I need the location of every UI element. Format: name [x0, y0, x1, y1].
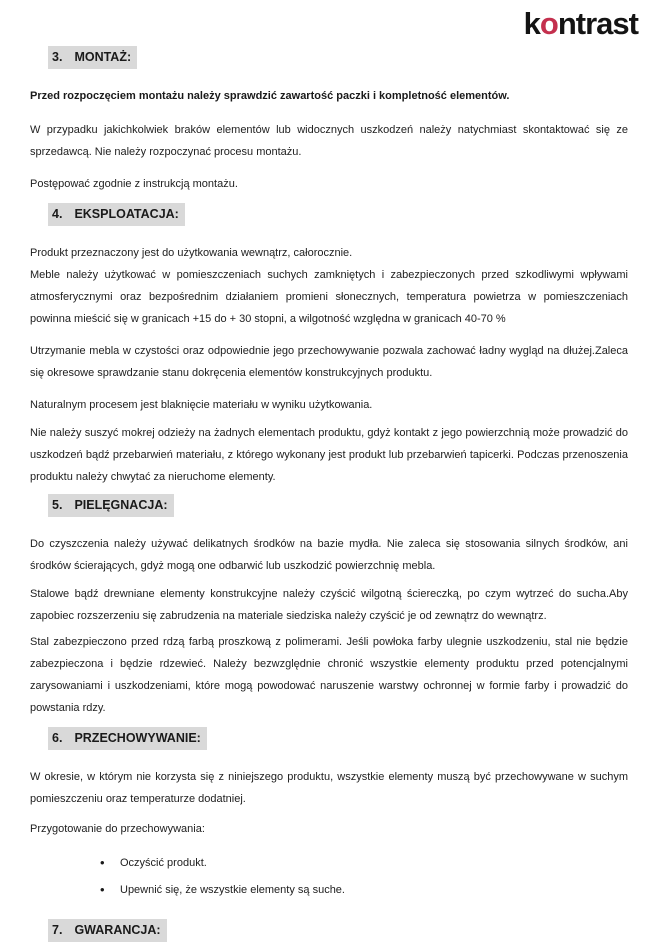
- heading-highlight: [48, 203, 185, 226]
- heading-highlight: [48, 919, 167, 942]
- section-heading-montaz: [48, 46, 628, 69]
- heading-title: PIELĘGNACJA:: [74, 498, 168, 512]
- paragraph-eksploatacja-3: Utrzymanie mebla w czystości oraz odpowiednie jego przechowywanie pozwala zachować ładny wygląd na dłużej.Zaleca się okresowe sprawdzanie stanu dokręcenia elementów konstrukcyjnych produktu.: [30, 345, 628, 379]
- logo-prefix: k: [523, 6, 540, 41]
- kontrast-logo: [524, 6, 638, 42]
- heading-title: PRZECHOWYWANIE:: [74, 731, 201, 745]
- paragraph-przechowywanie-2: Przygotowanie do przechowywania:: [30, 823, 205, 835]
- paragraph-eksploatacja-4: Naturalnym procesem jest blaknięcie materiału w wyniku użytkowania.: [30, 399, 373, 411]
- paragraph-eksploatacja-1: Produkt przeznaczony jest do użytkowania wewnątrz, całorocznie.: [30, 247, 353, 259]
- paragraph-montaz-2: W przypadku jakichkolwiek braków elementów lub widocznych uszkodzeń należy natychmiast skontaktować się ze sprzedawcą. Nie należy rozpoczynać procesu montażu.: [30, 124, 628, 158]
- heading-number: 7.: [52, 923, 63, 937]
- section-heading-eksploatacja: [48, 203, 628, 226]
- heading-title: EKSPLOATACJA:: [74, 207, 179, 221]
- heading-number: 3.: [52, 50, 63, 64]
- paragraph-montaz-1: Przed rozpoczęciem montażu należy sprawdzić zawartość paczki i kompletność elementów.: [30, 90, 510, 102]
- storage-checklist: [30, 852, 628, 901]
- section-heading-gwarancja: [48, 919, 628, 942]
- heading-number: 6.: [52, 731, 63, 745]
- logo-accent-o: o: [539, 6, 558, 41]
- paragraph-pielegnacja-3: Stal zabezpieczono przed rdzą farbą proszkową z polimerami. Jeśli powłoka farby ulegnie uszkodzeniu, stal nie będzie zabezpieczona i będzie rdzewieć. Należy bezwzględnie chronić wszystkie elementy produktu przed potencjalnymi zarysowaniami i uszkodzeniami, które mogą powodować naruszenie warstwy ochronnej w formie farby i prowadzić do powstania rdzy.: [30, 636, 628, 714]
- section-heading-pielegnacja: [48, 494, 628, 517]
- paragraph-eksploatacja-5: Nie należy suszyć mokrej odzieży na żadnych elementach produktu, gdyż kontakt z jego powierzchnią może prowadzić do uszkodzeń bądź przebarwień materiału, z którego wykonany jest produkt lub przebarwień tapicerki. Podczas przenoszenia produktu należy chwytać za nieruchome elementy.: [30, 427, 628, 483]
- paragraph-eksploatacja-2: Meble należy użytkować w pomieszczeniach suchych zamkniętych i zabezpieczonych przed szkodliwymi wpływami atmosferycznymi oraz bezpośrednim działaniem promieni słonecznych, temperatura powietrza w pomieszczeniach powinna mieścić się w granicach +15 do + 30 stopni, a wilgotność względna w granicach 40-70 %: [30, 269, 628, 325]
- paragraph-montaz-3: Postępować zgodnie z instrukcją montażu.: [30, 178, 238, 190]
- spacer: [30, 911, 628, 919]
- section-heading-przechowywanie: [48, 727, 628, 750]
- heading-title: MONTAŻ:: [74, 50, 132, 64]
- paragraph-pielegnacja-2: Stalowe bądź drewniane elementy konstrukcyjne należy czyścić wilgotną ściereczką, po czym wytrzeć do sucha.Aby zapobiec rozszerzeniu się zabrudzenia na materiale siedziska należy czyścić je od zewnątrz do wewnątrz.: [30, 588, 628, 622]
- heading-highlight: [48, 494, 174, 517]
- logo-suffix: ntrast: [557, 6, 638, 41]
- paragraph-przechowywanie-1: W okresie, w którym nie korzysta się z niniejszego produktu, wszystkie elementy muszą być przechowywane w suchym pomieszczeniu oraz temperaturze dodatniej.: [30, 771, 628, 805]
- list-item: • Oczyścić produkt.: [100, 852, 628, 874]
- heading-number: 4.: [52, 207, 63, 221]
- heading-highlight: [48, 727, 207, 750]
- paragraph-pielegnacja-1: Do czyszczenia należy używać delikatnych środków na bazie mydła. Nie zaleca się stosowania silnych środków, ani środków ścierających, gdyż mogą one odbarwić lub uszkodzić powierzchnię mebla.: [30, 538, 628, 572]
- heading-highlight: [48, 46, 137, 69]
- heading-title: GWARANCJA:: [74, 923, 161, 937]
- heading-number: 5.: [52, 498, 63, 512]
- list-item: • Upewnić się, że wszystkie elementy są suche.: [100, 879, 628, 901]
